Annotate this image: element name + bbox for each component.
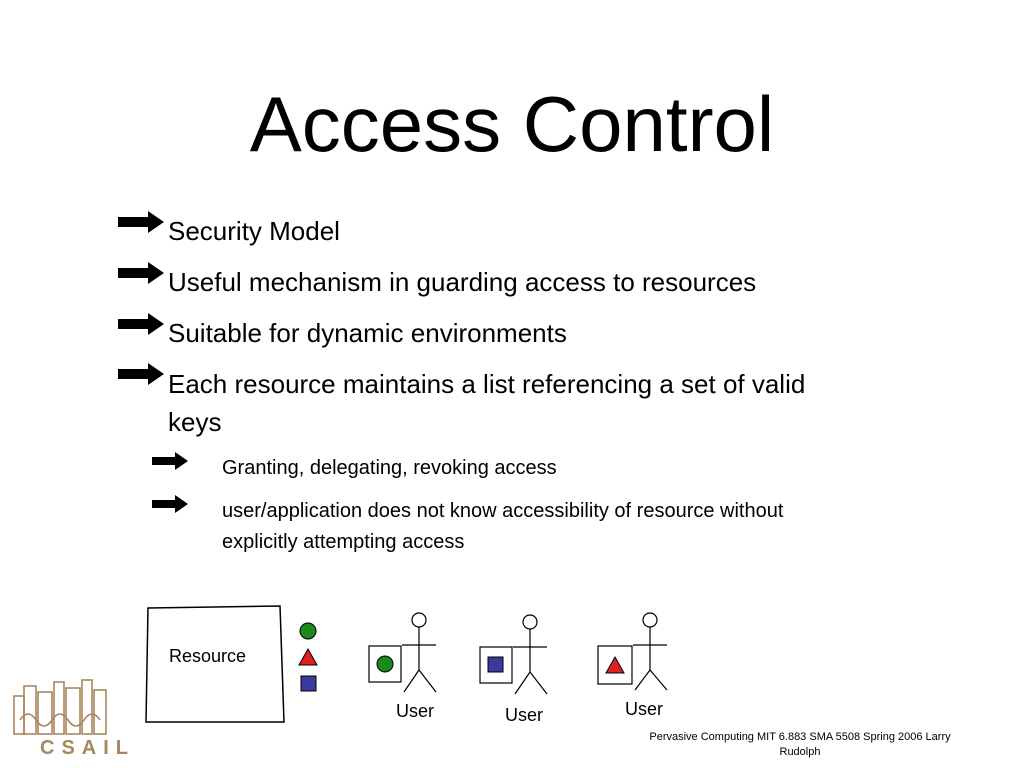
bullet-each-resource-line1: Each resource maintains a list referencing a set of valid xyxy=(168,369,806,399)
sub-bullet-user-application-line1: user/application does not know accessibility of resource without xyxy=(222,500,784,522)
csail-logo-text: CSAIL xyxy=(40,737,135,759)
bullet-arrow-icon xyxy=(118,313,164,335)
footer-credit-line2: Rudolph xyxy=(779,746,821,758)
footer-credit xyxy=(620,730,980,760)
csail-logo-icon xyxy=(10,676,110,738)
slide-title: Access Control xyxy=(249,80,775,168)
user-figure-3 xyxy=(593,610,673,694)
sub-bullet-arrow-icon xyxy=(152,495,188,513)
bullet-arrow-icon xyxy=(118,262,164,284)
user-label-2: User xyxy=(505,705,544,725)
user-key-square-icon xyxy=(488,657,503,672)
footer-credit-line1: Pervasive Computing MIT 6.883 SMA 5508 Spring 2006 Larry xyxy=(649,731,951,743)
bullet-suitable-dynamic: Suitable for dynamic environments xyxy=(168,318,567,348)
key-circle-icon xyxy=(300,623,316,639)
user-figure-2 xyxy=(475,612,555,696)
key-triangle-icon xyxy=(299,649,317,665)
user-head-icon xyxy=(643,613,657,627)
user-figure-1 xyxy=(364,610,444,694)
user-head-icon xyxy=(412,613,426,627)
key-square-icon xyxy=(301,676,316,691)
bullet-arrow-icon xyxy=(118,363,164,385)
bullet-each-resource-line2: keys xyxy=(168,407,222,437)
bullet-security-model: Security Model xyxy=(168,216,340,246)
sub-bullet-granting: Granting, delegating, revoking access xyxy=(222,457,557,479)
resource-keys xyxy=(296,620,322,696)
user-label-3: User xyxy=(625,699,664,719)
resource-label: Resource xyxy=(169,646,247,666)
bullet-useful-mechanism: Useful mechanism in guarding access to resources xyxy=(168,267,757,297)
sub-bullet-arrow-icon xyxy=(152,452,188,470)
user-label-1: User xyxy=(396,701,435,721)
user-head-icon xyxy=(523,615,537,629)
sub-bullet-user-application-line2: explicitly attempting access xyxy=(222,531,465,553)
user-key-circle-icon xyxy=(377,656,393,672)
bullet-arrow-icon xyxy=(118,211,164,233)
